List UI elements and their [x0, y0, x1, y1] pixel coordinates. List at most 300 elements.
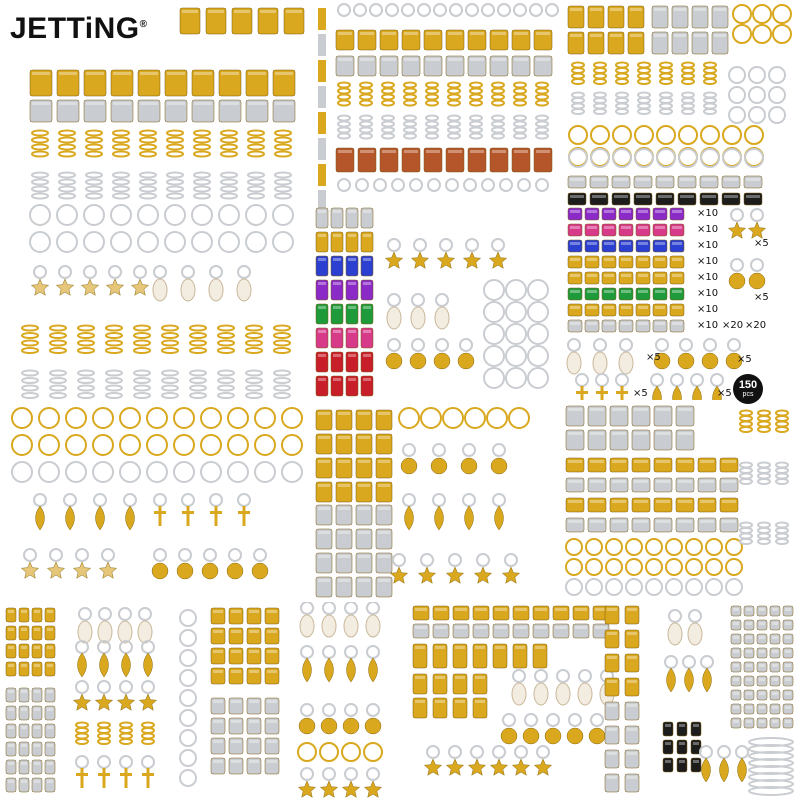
piece-count: 150	[738, 379, 758, 391]
spiral-coil	[470, 128, 482, 133]
bead-shine	[426, 150, 440, 153]
cowrie-shell	[181, 279, 195, 301]
jump-ring	[646, 579, 662, 595]
sun-charm	[365, 718, 381, 734]
spiral-coil	[167, 145, 183, 150]
spiral-coil	[167, 131, 183, 136]
jump-ring	[120, 462, 140, 482]
cowrie-shell	[556, 683, 570, 705]
jump-ring	[440, 239, 452, 251]
cowrie-shell	[300, 615, 314, 637]
spiral-coil	[248, 152, 264, 157]
bead-shine	[772, 720, 778, 723]
jump-ring	[773, 5, 791, 23]
bead-shine	[655, 290, 665, 293]
bead-cuff	[602, 224, 616, 236]
jump-ring	[686, 539, 702, 555]
jump-ring	[228, 462, 248, 482]
jump-ring	[180, 770, 196, 786]
jump-ring	[753, 5, 771, 23]
jump-ring	[446, 179, 458, 191]
spiral-coil	[492, 101, 504, 106]
spiral-coil	[638, 74, 650, 79]
jump-ring	[320, 743, 338, 761]
jump-ring	[613, 126, 631, 144]
spiral-coil	[776, 474, 788, 479]
spiral-coil	[404, 128, 416, 133]
spiral-coil	[382, 101, 394, 106]
spiral-coil	[106, 371, 122, 376]
bead-shine	[733, 608, 739, 611]
cross-charm	[596, 391, 608, 394]
jump-ring	[657, 149, 675, 167]
sun-charm	[458, 353, 474, 369]
bead-shine	[612, 460, 626, 463]
bead-shine	[634, 480, 648, 483]
jump-ring	[515, 746, 527, 758]
bead-shine	[535, 608, 547, 611]
bead-shine	[21, 664, 27, 667]
qty-label: ×10	[697, 256, 719, 267]
spiral-coil	[275, 194, 291, 199]
jump-ring	[733, 25, 751, 43]
bead-shine	[746, 608, 752, 611]
cuff-strip	[318, 164, 326, 186]
spiral-coil	[275, 173, 291, 178]
bead-cuff	[656, 176, 674, 188]
bead-shine	[318, 531, 330, 534]
star-charm	[437, 252, 454, 268]
bead-shine	[231, 610, 241, 613]
jump-ring	[338, 179, 350, 191]
bead-shine	[348, 330, 356, 333]
spiral-coil	[32, 131, 48, 136]
jump-ring	[506, 368, 526, 388]
bead-shine	[746, 692, 752, 695]
cowrie-shell	[578, 683, 592, 705]
bead-shine	[679, 760, 685, 763]
leaf-charm	[435, 506, 444, 530]
jump-ring	[367, 602, 379, 614]
bead-shine	[590, 520, 604, 523]
jump-ring	[154, 549, 166, 561]
bead-cuff	[590, 176, 608, 188]
spiral-coil	[776, 523, 788, 528]
cross-charm	[187, 506, 190, 526]
spiral-coil	[32, 194, 48, 199]
bead-shine	[21, 628, 27, 631]
jump-ring	[463, 494, 475, 506]
spiral-coil	[59, 187, 75, 192]
jump-ring	[142, 641, 154, 653]
bead-shine	[722, 500, 736, 503]
bead-shine	[636, 178, 650, 181]
spiral-coil	[740, 468, 752, 473]
bead-shine	[435, 676, 445, 679]
bead-shine	[455, 700, 465, 703]
spiral-coil	[106, 348, 122, 353]
jump-ring	[273, 205, 293, 225]
star-charm	[95, 694, 112, 710]
bead-shine	[267, 630, 277, 633]
jump-ring	[98, 681, 110, 693]
leaf-charm	[96, 506, 105, 530]
cross-charm	[154, 511, 166, 514]
bead-shine	[714, 34, 726, 37]
spiral-coil	[194, 180, 210, 185]
bead-shine	[570, 258, 580, 261]
spiral-coil	[76, 739, 88, 744]
qty-label: ×10	[697, 288, 719, 299]
bead-shine	[213, 760, 223, 763]
jump-ring	[219, 232, 239, 252]
spiral-coil	[275, 180, 291, 185]
spiral-coil	[140, 180, 156, 185]
bead-shine	[515, 626, 527, 629]
jump-ring	[484, 324, 504, 344]
jump-ring	[354, 4, 366, 16]
star-charm	[342, 781, 359, 797]
spiral-coil	[360, 101, 372, 106]
jump-ring	[57, 232, 77, 252]
jump-ring	[210, 266, 222, 278]
bead-shine	[59, 72, 77, 75]
spiral-coil	[246, 326, 262, 331]
spiral-coil	[22, 333, 38, 338]
qty-label: ×5	[737, 354, 752, 365]
jump-ring	[450, 4, 462, 16]
jump-ring	[493, 494, 505, 506]
bead-shine	[702, 195, 716, 198]
jump-ring	[745, 126, 763, 144]
spiral-coil	[404, 83, 416, 88]
bead-cuff	[744, 176, 762, 188]
jump-ring	[30, 232, 50, 252]
bead-shine	[318, 507, 330, 510]
bead-shine	[733, 636, 739, 639]
bead-shine	[568, 480, 582, 483]
bead-shine	[627, 608, 637, 611]
star-charm	[81, 279, 98, 295]
bead-shine	[318, 378, 326, 381]
cowrie-shell	[668, 623, 682, 645]
jump-ring	[506, 302, 526, 322]
spiral-coil	[740, 534, 752, 539]
panel-bottom-1	[0, 602, 205, 800]
leaf-charm	[702, 758, 711, 782]
bead-shine	[656, 432, 670, 435]
spiral-coil	[470, 95, 482, 100]
spiral-coil	[106, 326, 122, 331]
bead-shine	[568, 500, 582, 503]
cross-charm	[103, 768, 106, 788]
jump-ring	[566, 559, 582, 575]
spiral-coil	[22, 371, 38, 376]
jump-ring	[124, 494, 136, 506]
spiral-coil	[704, 109, 716, 114]
jump-ring	[79, 608, 91, 620]
bead-shine	[555, 608, 567, 611]
spiral-coil	[59, 138, 75, 143]
leaf-charm	[36, 506, 45, 530]
bead-shine	[724, 195, 738, 198]
cowrie-shell	[344, 615, 358, 637]
sun-charm	[729, 273, 745, 289]
bead-shine	[700, 500, 714, 503]
bead-shine	[785, 650, 791, 653]
spiral-coil	[514, 101, 526, 106]
bead-cuff	[585, 320, 599, 332]
spiral-coil	[426, 116, 438, 121]
spiral-coil	[470, 116, 482, 121]
bead-shine	[21, 646, 27, 649]
bead-shine	[333, 306, 341, 309]
spiral-coil	[704, 104, 716, 109]
jump-ring	[393, 554, 405, 566]
bead-cuff	[670, 320, 684, 332]
qty-label: ×10	[697, 304, 719, 315]
jump-ring	[626, 539, 642, 555]
bead-shine	[590, 8, 602, 11]
leaf-charm	[144, 653, 153, 677]
spiral-coil	[194, 138, 210, 143]
jump-ring	[421, 554, 433, 566]
qty-label: ×20	[722, 320, 744, 331]
spiral-coil	[142, 734, 154, 739]
jump-ring	[238, 266, 250, 278]
jump-ring	[50, 549, 62, 561]
bead-shine	[8, 628, 14, 631]
panel-top-right	[562, 0, 800, 400]
bead-cuff	[656, 193, 674, 205]
bead-shine	[267, 720, 277, 723]
jump-ring	[76, 756, 88, 768]
jump-ring	[528, 280, 548, 300]
bead-shine	[286, 10, 302, 13]
bead-shine	[733, 706, 739, 709]
leaf-charm	[703, 668, 712, 692]
jump-ring	[606, 559, 622, 575]
leaf-charm	[126, 506, 135, 530]
star-charm	[298, 781, 315, 797]
bead-shine	[21, 780, 27, 783]
bead-shine	[612, 408, 626, 411]
bead-shine	[655, 306, 665, 309]
bead-shine	[360, 150, 374, 153]
spiral-coil	[162, 378, 178, 383]
jump-ring	[428, 179, 440, 191]
jump-ring	[120, 681, 132, 693]
bead-shine	[318, 484, 330, 487]
spiral-coil	[221, 173, 237, 178]
spiral-coil	[194, 152, 210, 157]
spiral-coil	[338, 95, 350, 100]
jump-ring	[180, 650, 196, 666]
bead-shine	[358, 412, 370, 415]
sun-charm	[299, 718, 315, 734]
bead-shine	[492, 150, 506, 153]
jump-ring	[414, 239, 426, 251]
spiral-coil	[246, 386, 262, 391]
star-charm	[320, 781, 337, 797]
jump-ring	[66, 435, 86, 455]
bead-shine	[249, 670, 259, 673]
bead-shine	[213, 650, 223, 653]
jump-ring	[192, 232, 212, 252]
jump-ring	[255, 408, 275, 428]
spiral-coil	[572, 98, 584, 103]
jump-ring	[301, 768, 313, 780]
spiral-coil	[50, 393, 66, 398]
star-charm	[446, 567, 463, 583]
bead-shine	[759, 678, 765, 681]
bead-shine	[318, 412, 330, 415]
jump-ring	[76, 681, 88, 693]
spiral-coil	[275, 152, 291, 157]
bead-shine	[382, 150, 396, 153]
star-charm	[139, 694, 156, 710]
spiral-coil	[660, 63, 672, 68]
sun-charm	[491, 458, 507, 474]
bead-shine	[590, 500, 604, 503]
jump-ring	[142, 681, 154, 693]
panel-bottom-4	[661, 602, 800, 800]
spiral-coil	[106, 386, 122, 391]
leaf-charm	[685, 668, 694, 692]
bead-shine	[415, 700, 425, 703]
bead-shine	[638, 258, 648, 261]
spiral-coil	[448, 101, 460, 106]
bead-shine	[638, 322, 648, 325]
jump-ring	[201, 462, 221, 482]
sun-charm	[589, 728, 605, 744]
spiral-coil	[98, 728, 110, 733]
bead-shine	[672, 322, 682, 325]
bead-shine	[21, 610, 27, 613]
spiral-coil	[404, 95, 416, 100]
jump-ring	[726, 579, 742, 595]
spiral-coil	[338, 128, 350, 133]
spiral-coil	[704, 79, 716, 84]
bead-shine	[8, 780, 14, 783]
bead-shine	[514, 58, 528, 61]
spiral-coil	[32, 138, 48, 143]
spiral-coil	[360, 89, 372, 94]
spiral-coil	[275, 187, 291, 192]
bead-shine	[655, 274, 665, 277]
spiral-coil	[32, 180, 48, 185]
leaf-charm	[66, 506, 75, 530]
jump-ring	[282, 435, 302, 455]
sun-charm	[410, 353, 426, 369]
leaf-charm	[720, 758, 729, 782]
jump-ring	[518, 179, 530, 191]
spiral-coil	[120, 734, 132, 739]
cowrie-shell	[366, 615, 380, 637]
bead-shine	[655, 258, 665, 261]
spiral-coil	[740, 422, 752, 427]
bead-shine	[267, 650, 277, 653]
spiral-coil	[758, 463, 770, 468]
spiral-coil	[190, 333, 206, 338]
sun-charm	[152, 563, 168, 579]
bead-cuff	[653, 288, 667, 300]
spiral-coil	[426, 95, 438, 100]
sun-charm	[567, 728, 583, 744]
bead-shine	[249, 650, 259, 653]
spiral-coil	[113, 131, 129, 136]
jump-ring	[99, 608, 111, 620]
cuff-strip	[318, 86, 326, 108]
bead-shine	[785, 664, 791, 667]
bead-shine	[614, 195, 628, 198]
spiral-coil	[22, 341, 38, 346]
cuff-strip	[318, 112, 326, 134]
bead-shine	[630, 34, 642, 37]
jump-ring	[503, 714, 515, 726]
jump-ring	[733, 5, 751, 23]
cross-charm	[125, 768, 128, 788]
spiral-coil	[404, 116, 416, 121]
bead-shine	[208, 10, 224, 13]
bead-shine	[382, 32, 396, 35]
spiral-coil	[32, 173, 48, 178]
bead-shine	[32, 102, 50, 105]
jump-ring	[436, 294, 448, 306]
spiral-coil	[470, 101, 482, 106]
spiral-coil	[113, 152, 129, 157]
bead-shine	[759, 622, 765, 625]
bead-cuff	[585, 272, 599, 284]
jewelry-illustration	[0, 602, 205, 800]
sun-charm	[252, 563, 268, 579]
spiral-coil	[106, 393, 122, 398]
bead-shine	[32, 72, 50, 75]
jump-ring	[706, 539, 722, 555]
bead-shine	[658, 195, 672, 198]
cowrie-shell	[138, 621, 152, 643]
jump-ring	[84, 232, 104, 252]
jump-ring	[651, 374, 663, 386]
spiral-coil	[106, 333, 122, 338]
jump-ring	[204, 549, 216, 561]
bead-shine	[267, 670, 277, 673]
bead-shine	[634, 432, 648, 435]
bead-shine	[348, 210, 356, 213]
spiral-coil	[194, 131, 210, 136]
bead-shine	[8, 610, 14, 613]
bead-shine	[34, 690, 40, 693]
spiral-coil	[78, 386, 94, 391]
bead-cuff	[568, 193, 586, 205]
spiral-coil	[86, 194, 102, 199]
spiral-coil	[246, 333, 262, 338]
bead-shine	[678, 408, 692, 411]
bead-shine	[34, 646, 40, 649]
spiral-coil	[448, 134, 460, 139]
cross-charm	[238, 511, 250, 514]
bead-cuff	[670, 224, 684, 236]
bead-shine	[570, 178, 584, 181]
cross-charm	[576, 391, 588, 394]
cowrie-shell	[435, 307, 449, 329]
bead-shine	[570, 290, 580, 293]
panel-bottom-3	[409, 602, 659, 800]
jump-ring	[749, 67, 765, 83]
jump-ring	[509, 408, 529, 428]
spiral-coil	[274, 378, 290, 383]
spiral-coil	[638, 104, 650, 109]
